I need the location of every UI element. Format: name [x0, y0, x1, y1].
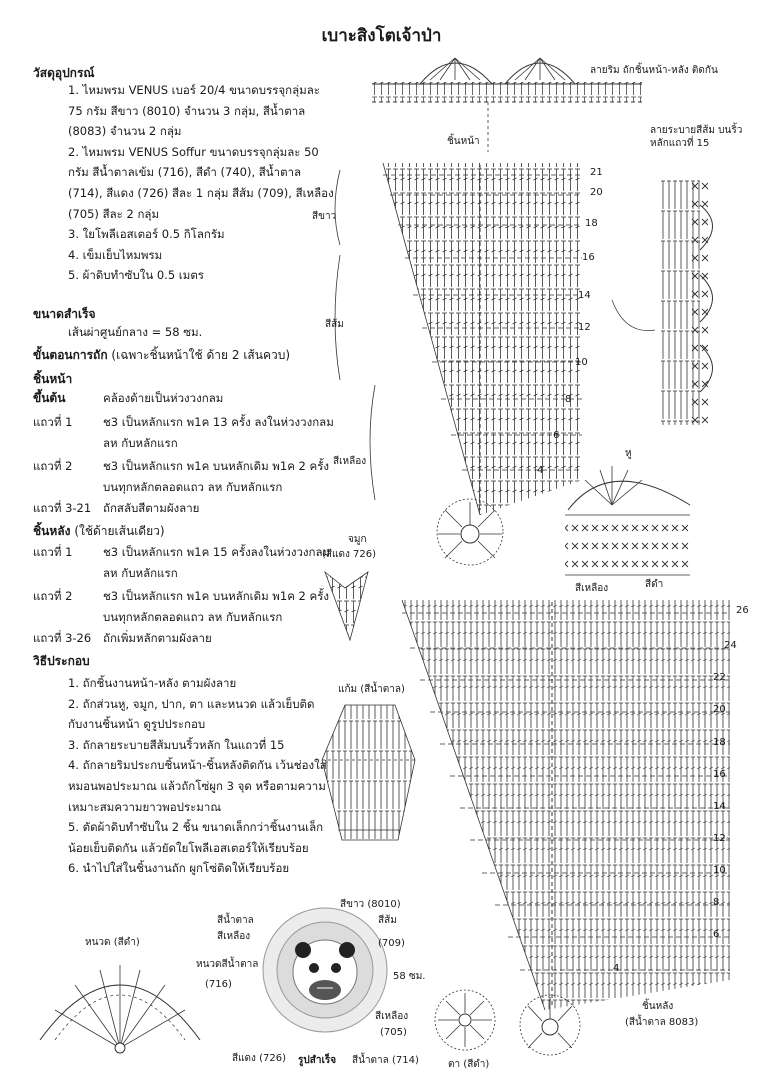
- ear-black-label: สีดำ: [645, 579, 664, 590]
- back-row-key: แถวที่ 1: [33, 545, 73, 559]
- back-row-number: 18: [713, 737, 726, 748]
- assembly-item: 3. ถักลายระบายสีส้มบนริ้วหลัก ในแถวที่ 15: [68, 737, 285, 752]
- page-title: เบาะสิงโตเจ้าป่า: [321, 26, 442, 46]
- back-row-value: ถักเพิ่มหลักตามผังลาย: [103, 631, 212, 645]
- steps-header: [33, 346, 290, 365]
- front-start: [33, 388, 338, 410]
- front-row-value: ช3 เป็นหลักแรก พ1ค 13 ครั้ง ลงในห่วงวงกลม ลห กับหลักแรก: [103, 415, 334, 450]
- front-row-number: 20: [590, 187, 603, 198]
- assembly-item: 1. ถักชิ้นงานหน้า-หลัง ตามผังลาย: [68, 676, 237, 690]
- front-piece-label: ชิ้นหน้า: [447, 136, 480, 147]
- back-note: (ใช้ด้ายเส้นเดียว): [74, 524, 165, 538]
- finished-brown2-label: สีน้ำตาล (714): [352, 1055, 419, 1066]
- front-row: [33, 498, 338, 520]
- back-row-number: 14: [713, 801, 726, 812]
- back-row-number: 22: [713, 672, 726, 683]
- finished-brown-label: สีน้ำตาล: [217, 915, 254, 926]
- front-row-number: 14: [578, 290, 591, 301]
- assembly-item: 6. นำไปใส่ในชิ้นงานถัก ผูกโซ่ติดให้เรียบร้อย: [68, 861, 290, 876]
- back-row-number: 8: [713, 897, 720, 908]
- back-row-number: 6: [713, 929, 720, 940]
- back-heading: ชิ้นหลัง: [33, 524, 71, 538]
- front-row-number: 12: [578, 322, 591, 333]
- front-piece-chart: [335, 163, 582, 565]
- nose-color-label: (สีแดง 726): [322, 549, 376, 560]
- front-row-number: 10: [575, 357, 588, 368]
- back-row-value: ช3 เป็นหลักแรก พ1ค 15 ครั้งลงในห่วงวงกลม ลห กับหลักแรก: [103, 545, 331, 580]
- assembly-item: 5. ตัดผ้าดิบทำซับใน 2 ชิ้น ขนาดเล็กกว่าชิ้นงานเล็กน้อยเย็บติดกัน แล้วยัดใยโพลีเอสเตอร์ให้เรียบร้อย: [68, 820, 324, 855]
- whisker-label: หนวด (สีดำ): [85, 937, 140, 948]
- back-row: [33, 586, 338, 628]
- front-row-number: 21: [590, 167, 603, 178]
- finished-size-label: 58 ซม.: [393, 971, 426, 982]
- front-row-key: แถวที่ 1: [33, 415, 73, 429]
- front-row: [33, 412, 338, 454]
- front-row-number: 18: [585, 218, 598, 229]
- back-row-number: 4: [613, 963, 620, 974]
- ear-yellow-label: สีเหลือง: [575, 583, 609, 594]
- finished-yellow2-code: (705): [380, 1027, 407, 1038]
- back-piece-label: ชิ้นหลัง: [642, 1001, 674, 1012]
- finished-white-label: สีขาว (8010): [340, 899, 401, 910]
- lion-illustration: [263, 908, 387, 1032]
- finished-yellow-label: สีเหลือง: [217, 931, 251, 942]
- back-header: [33, 522, 165, 541]
- color-yellow-label: สีเหลือง: [333, 456, 367, 467]
- back-row-number: 16: [713, 769, 726, 780]
- finished-yellow2-label: สีเหลือง: [375, 1011, 409, 1022]
- material-item: 3. ใยโพลีเอสเตอร์ 0.5 กิโลกรัม: [68, 227, 225, 242]
- material-item: 5. ผ้าดิบทำซับใน 0.5 เมตร: [68, 268, 204, 283]
- assembly-item: 4. ถักลายริมประกบชิ้นหน้า-ชิ้นหลังติดกัน เว้นช่องใส่หมอนพอประมาณ แล้วถักโซ่ผูก 3 จุด หรือตามความเหมาะสมความยาวพอประมาณ: [68, 758, 327, 814]
- front-row-value: ถักสลับสีตามผังลาย: [103, 501, 200, 515]
- color-white-label: สีขาว: [312, 211, 337, 222]
- eye-chart: [435, 990, 495, 1050]
- ear-chart: [565, 466, 690, 575]
- back-row-key: แถวที่ 2: [33, 589, 73, 603]
- finished-red-label: สีแดง (726): [232, 1053, 286, 1064]
- front-row-number: 6: [553, 430, 560, 441]
- color-orange-label: สีส้ม: [325, 319, 344, 330]
- whisker-chart: [40, 965, 200, 1053]
- back-piece-chart: [402, 600, 730, 1055]
- material-item: 2. ไหมพรม VENUS Soffur ขนาดบรรจุกลุ่มละ 50 กรัม สีน้ำตาลเข้ม (716), สีดำ (740), สีน้ำตาล (714), สีแดง (726) สีละ 1 กลุ่ม สีส้ม (709), สีเหลือง (705) สีละ 2 กลุ่ม: [68, 144, 334, 221]
- cheek-label: แก้ม (สีน้ำตาล): [338, 684, 405, 695]
- ruffle-label: ลายระบายสีส้ม บนริ้วหลักแถวที่ 15: [650, 125, 743, 149]
- back-row-value: ช3 เป็นหลักแรก พ1ค บนหลักเดิม พ1ค 2 ครั้ง บนทุกหลักตลอดแถว ลห กับหลักแรก: [103, 589, 330, 624]
- size-heading: ขนาดสำเร็จ: [33, 307, 96, 321]
- cheek-chart: [322, 705, 415, 840]
- front-row-number: 8: [565, 394, 572, 405]
- finished-orange-code: (709): [378, 938, 405, 949]
- finished-whisker-code: (716): [205, 979, 232, 990]
- material-item: 4. เข็มเย็บไหมพรม: [68, 247, 163, 262]
- finished-caption: รูปสำเร็จ: [298, 1055, 337, 1066]
- nose-label: จมูก: [348, 534, 367, 545]
- front-start-text: คล้องด้ายเป็นห่วงวงกลม: [103, 391, 224, 405]
- finished-orange-label: สีส้ม: [378, 915, 397, 926]
- back-row-number: 20: [713, 704, 726, 715]
- front-row-number: 16: [582, 252, 595, 263]
- steps-note: (เฉพาะชิ้นหน้าใช้ ด้าย 2 เส้นควบ): [111, 348, 291, 362]
- assembly-heading: วิธีประกอบ: [33, 654, 90, 668]
- front-heading: ชิ้นหน้า: [33, 372, 73, 386]
- size-text: เส้นผ่าศูนย์กลาง = 58 ซม.: [68, 325, 203, 339]
- back-piece-color: (สีน้ำตาล 8083): [625, 1017, 699, 1028]
- assembly-item: 2. ถักส่วนหู, จมูก, ปาก, ตา และหนวด แล้วเย็บติดกับงานชิ้นหน้า ดูรูปประกอบ: [68, 696, 315, 732]
- ruffle-chart: [612, 180, 713, 425]
- materials-heading: วัสดุอุปกรณ์: [33, 66, 95, 80]
- back-row-number: 26: [736, 605, 749, 616]
- finished-whisker-label: หนวดสีน้ำตาล: [196, 959, 259, 970]
- front-row-number: 4: [537, 465, 544, 476]
- materials-list: [38, 80, 338, 286]
- steps-heading: ขั้นตอนการถัก: [33, 348, 108, 362]
- front-row-value: ช3 เป็นหลักแรก พ1ค บนหลักเดิม พ1ค 2 ครั้งบนทุกหลักตลอดแถว ลห กับหลักแรก: [103, 459, 330, 494]
- ear-label: หู: [625, 448, 632, 459]
- assembly-list: [38, 673, 328, 879]
- back-row-number: 12: [713, 833, 726, 844]
- back-row-number: 24: [724, 640, 737, 651]
- back-row-key: แถวที่ 3-26: [33, 631, 92, 645]
- edge-pattern-label: ลายริม ถักชิ้นหน้า-หลัง ติดกัน: [590, 65, 718, 76]
- front-row: [33, 456, 338, 498]
- back-row-number: 10: [713, 865, 726, 876]
- back-row: [33, 628, 338, 650]
- front-start-label: ขึ้นต้น: [33, 391, 66, 405]
- eye-label: ตา (สีดำ): [448, 1059, 490, 1070]
- front-row-key: แถวที่ 3-21: [33, 501, 92, 515]
- material-item: 1. ไหมพรม VENUS เบอร์ 20/4 ขนาดบรรจุกลุ่มละ 75 กรัม สีขาว (8010) จำนวน 3 กลุ่ม, สีน้ำตาล (8083) จำนวน 2 กลุ่ม: [68, 83, 320, 139]
- front-row-key: แถวที่ 2: [33, 459, 73, 473]
- back-row: [33, 542, 338, 584]
